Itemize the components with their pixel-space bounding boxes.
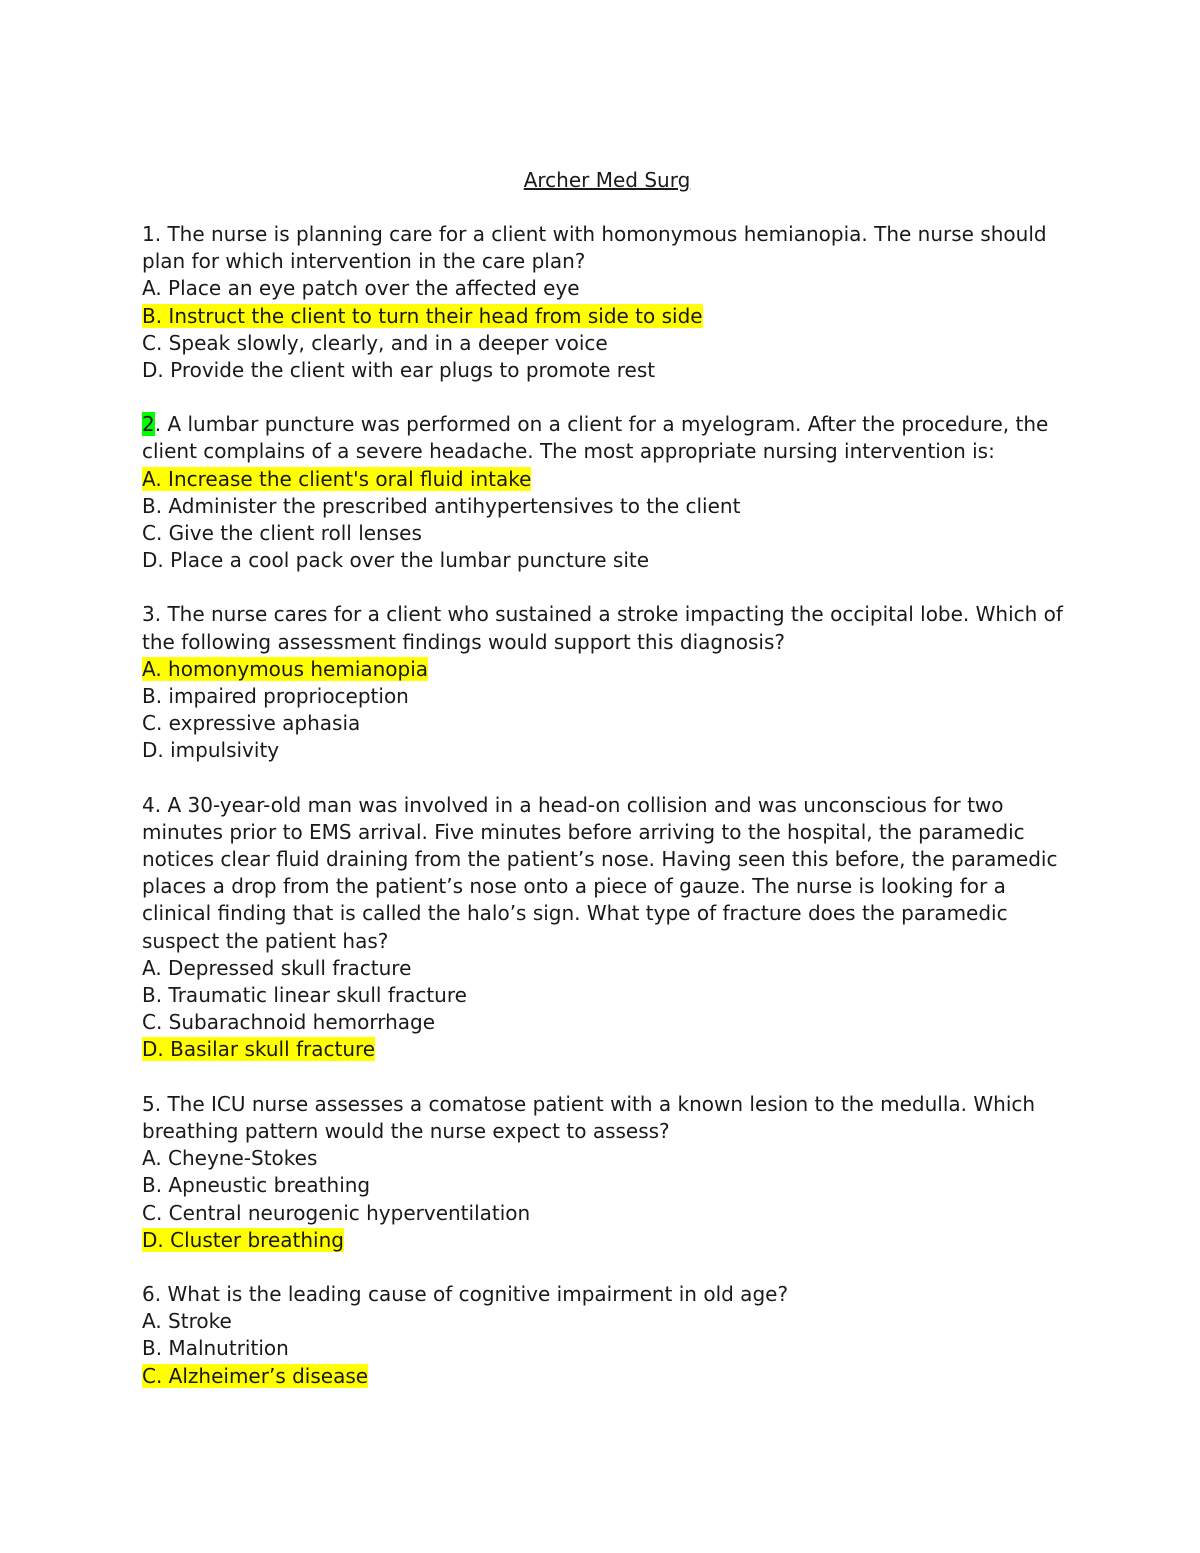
question-text: . A lumbar puncture was performed on a client for a myelogram. After the procedure, the client complains of a severe headache. The most appropriate nursing intervention is:: [142, 412, 1055, 464]
question-1: [142, 221, 1072, 384]
option-b: [142, 1335, 1072, 1362]
option-a-correct: [142, 656, 1072, 683]
option-text: D. impulsivity: [142, 738, 280, 763]
option-a: [142, 1145, 1072, 1172]
option-text: A. Place an eye patch over the affected eye: [142, 276, 580, 301]
question-3: [142, 601, 1072, 764]
highlighted-answer: C. Alzheimer’s disease: [142, 1363, 369, 1388]
option-c: [142, 1200, 1072, 1227]
question-stem: [142, 1281, 1072, 1308]
question-text: . The nurse cares for a client who sustained a stroke impacting the occipital lobe. Which of the following assessment findings would support this diagnosis?: [142, 602, 1070, 654]
option-c-correct: [142, 1363, 1072, 1390]
question-5: [142, 1091, 1072, 1254]
option-text: D. Provide the client with ear plugs to promote rest: [142, 358, 656, 383]
question-text: . The ICU nurse assesses a comatose patient with a known lesion to the medulla. Which breathing pattern would the nurse expect to assess?: [142, 1091, 1042, 1143]
option-d-correct: [142, 1036, 1072, 1063]
option-text: C. expressive aphasia: [142, 711, 361, 736]
option-text: A. Stroke: [142, 1309, 232, 1334]
highlighted-answer: A. Increase the client's oral fluid intake: [142, 466, 532, 491]
question-number-highlighted: 2: [142, 412, 155, 437]
question-stem: [142, 1091, 1072, 1145]
option-d: [142, 357, 1072, 384]
option-text: A. Depressed skull fracture: [142, 955, 412, 980]
question-number: 6: [142, 1281, 155, 1306]
option-a: [142, 275, 1072, 302]
option-text: C. Give the client roll lenses: [142, 521, 422, 546]
question-text: . What is the leading cause of cognitive impairment in old age?: [154, 1281, 789, 1306]
option-text: D. Place a cool pack over the lumbar puncture site: [142, 548, 650, 573]
option-text: C. Subarachnoid hemorrhage: [142, 1010, 436, 1035]
option-a: [142, 955, 1072, 982]
highlighted-answer: B. Instruct the client to turn their head from side to side: [142, 303, 703, 328]
question-2: [142, 411, 1072, 574]
option-text: B. Traumatic linear skull fracture: [142, 983, 467, 1008]
option-b-correct: [142, 303, 1072, 330]
option-text: B. impaired proprioception: [142, 684, 409, 709]
document-page: [142, 166, 1072, 1417]
question-6: [142, 1281, 1072, 1390]
option-text: C. Speak slowly, clearly, and in a deeper voice: [142, 330, 608, 355]
question-stem: [142, 792, 1072, 955]
option-d-correct: [142, 1227, 1072, 1254]
question-number: 4: [142, 792, 155, 817]
option-text: B. Administer the prescribed antihypertensives to the client: [142, 493, 741, 518]
option-d: [142, 547, 1072, 574]
option-a: [142, 1308, 1072, 1335]
highlighted-answer: D. Cluster breathing: [142, 1227, 344, 1252]
question-text: . The nurse is planning care for a client with homonymous hemianopia. The nurse should plan for which intervention in the care plan?: [142, 222, 1053, 274]
option-text: B. Apneustic breathing: [142, 1173, 371, 1198]
question-number: 1: [142, 222, 155, 246]
question-stem: [142, 601, 1072, 655]
option-c: [142, 710, 1072, 737]
option-b: [142, 1172, 1072, 1199]
document-title: Archer Med Surg: [523, 168, 691, 192]
question-4: [142, 792, 1072, 1064]
question-stem: [142, 411, 1072, 465]
option-d: [142, 737, 1072, 764]
option-text: A. Cheyne-Stokes: [142, 1146, 318, 1171]
option-b: [142, 982, 1072, 1009]
option-c: [142, 520, 1072, 547]
option-text: B. Malnutrition: [142, 1336, 289, 1361]
question-text: . A 30-year-old man was involved in a head-on collision and was unconscious for two minutes prior to EMS arrival. Five minutes before arriving to the hospital, the paramedic notices clear fluid draining from the patient’s nose. Having seen this before, the paramedic places a drop from the patient’s nose onto a piece of gauze. The nurse is looking for a clinical finding that is called the halo’s sign. What type of fracture does the paramedic suspect the patient has?: [142, 792, 1064, 953]
question-number: 3: [142, 602, 155, 627]
highlighted-answer: D. Basilar skull fracture: [142, 1037, 376, 1062]
option-a-correct: [142, 466, 1072, 493]
option-b: [142, 683, 1072, 710]
question-number: 5: [142, 1091, 155, 1116]
option-c: [142, 330, 1072, 357]
question-stem: [142, 221, 1072, 275]
highlighted-answer: A. homonymous hemianopia: [142, 656, 429, 681]
option-text: C. Central neurogenic hyperventilation: [142, 1200, 531, 1225]
option-c: [142, 1009, 1072, 1036]
option-b: [142, 493, 1072, 520]
